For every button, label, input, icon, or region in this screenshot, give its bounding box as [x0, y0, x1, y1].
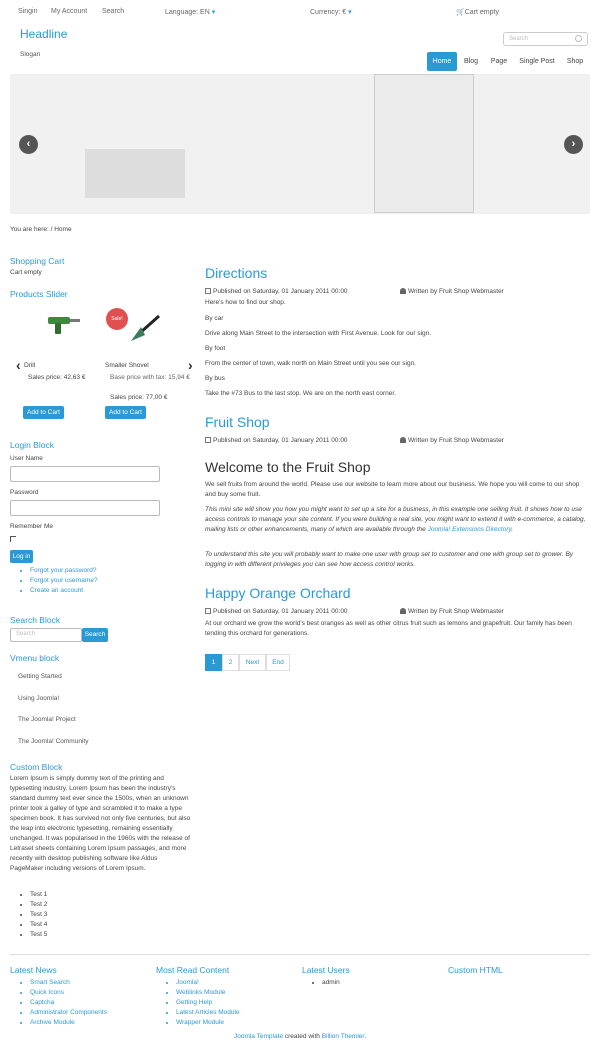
list-item[interactable]: • Archive Module: [30, 1018, 107, 1028]
article-date: Published on Saturday, 01 January 2011 00:00: [205, 437, 348, 444]
currency-dropdown[interactable]: Currency: € ▾: [310, 9, 352, 16]
calendar-icon: [205, 437, 211, 443]
article-text: Drive along Main Street to the intersection with First Avenue. Look for our sign.: [205, 330, 432, 337]
article-title-fruit-shop[interactable]: Fruit Shop: [205, 414, 270, 430]
user-icon: [400, 608, 406, 614]
shovel-image[interactable]: [125, 313, 167, 343]
list-item[interactable]: • Quick Icons: [30, 988, 107, 998]
drill-image[interactable]: [46, 313, 82, 335]
slider-next-button[interactable]: ›: [564, 135, 583, 154]
search-block-title: Search Block: [10, 615, 61, 625]
footer-credit: Joomla Template created with Billion Themler.: [233, 1033, 367, 1040]
signin-link[interactable]: Singin: [18, 8, 38, 15]
nav-blog[interactable]: Blog: [463, 58, 478, 65]
list-item[interactable]: • Weblinks Module: [176, 988, 240, 998]
list-item: • Test 3: [30, 910, 47, 920]
test-list: [10, 890, 47, 940]
list-item[interactable]: • Wrapper Module: [176, 1018, 240, 1028]
list-item[interactable]: • Administrator Components: [30, 1008, 107, 1018]
username-input[interactable]: [10, 466, 160, 482]
product-name-drill[interactable]: Drill: [24, 362, 36, 369]
article-text: To understand this site you will probably want to make one user with group set to customer and one with group set to grower. By logging in with different privileges you can see how access control works.: [205, 551, 574, 568]
list-item: • Test 2: [30, 900, 47, 910]
list-item[interactable]: • Smart Search: [30, 978, 107, 988]
sidebar-search-button[interactable]: Search: [82, 628, 108, 642]
joomla-template-link[interactable]: Joomla Template: [233, 1033, 284, 1040]
vmenu-item[interactable]: Getting Started: [18, 673, 62, 680]
slide-image: [85, 149, 185, 198]
site-headline[interactable]: Headline: [20, 27, 68, 41]
password-input[interactable]: [10, 500, 160, 516]
article-text: By car: [205, 315, 224, 322]
login-links: [10, 566, 98, 596]
add-to-cart-button[interactable]: Add to Cart: [23, 406, 64, 419]
footer-divider: [10, 954, 590, 955]
image-slider: [10, 74, 590, 214]
article-title-orchard[interactable]: Happy Orange Orchard: [205, 585, 351, 601]
list-item: • Test 1: [30, 890, 47, 900]
login-button[interactable]: Log in: [10, 550, 33, 563]
most-read-list: [156, 978, 240, 1028]
list-item: • admin: [322, 978, 340, 988]
slide-frame: [374, 74, 474, 213]
cart-status: Cart empty: [10, 269, 42, 276]
login-block-title: Login Block: [10, 440, 54, 450]
vmenu-title: Vmenu block: [10, 653, 60, 663]
latest-news-list: [10, 978, 107, 1028]
article-text: Take the #73 Bus to the last stop. We are on the north east corner.: [205, 390, 397, 397]
page-2-button[interactable]: 2: [222, 654, 239, 671]
cart-icon: 🛒: [456, 9, 465, 16]
products-next-arrow[interactable]: ›: [188, 357, 193, 373]
article-author: Written by Fruit Shop Webmaster: [400, 437, 504, 444]
article-text: At our orchard we grow the world's best oranges as well as other citrus fruit such as lemons and grapefruit. Our family has been tending this orchard for generations.: [205, 620, 572, 637]
article-title-directions[interactable]: Directions: [205, 265, 268, 281]
list-item: • Test 4: [30, 920, 47, 930]
article-date: Published on Saturday, 01 January 2011 00:00: [205, 288, 348, 295]
product-base-price-shovel: Base price with tax: 15,94 €: [110, 374, 190, 381]
custom-block-title: Custom Block: [10, 762, 63, 772]
forgot-password-link[interactable]: • Forgot your password?: [30, 566, 98, 576]
list-item[interactable]: • Captcha: [30, 998, 107, 1008]
products-slider-title: Products Slider: [10, 289, 68, 299]
my-account-link[interactable]: My Account: [51, 8, 88, 15]
list-item[interactable]: • Latest Articles Module: [176, 1008, 240, 1018]
article-text: We sell fruits from around the world. Please use our website to learn more about our business. We hope you will come to our shop and buy some fruit.: [205, 481, 580, 498]
slider-prev-button[interactable]: ‹: [19, 135, 38, 154]
custom-block-text: Lorem Ipsum is simply dummy text of the printing and typesetting industry. Lorem Ipsum has been the industry's standard dummy text ever since the 1500s, when an unknown printer took a galley of type and scrambled it to make a type specimen book. It has survived not only five centuries, but also the leap into electronic typesetting, remaining essentially unchanged. It was popularised in the 1960s with the release of Letraset sheets containing Lorem Ipsum passages, and more recently with desktop publishing software like Aldus PageMaker including versions of Lorem Ipsum.: [10, 775, 191, 872]
page-1-button[interactable]: 1: [205, 654, 222, 671]
product-price-shovel: Sales price: 77,00 €: [110, 394, 168, 401]
latest-users-title: Latest Users: [302, 965, 350, 975]
user-icon: [400, 437, 406, 443]
shopping-cart-title: Shopping Cart: [10, 256, 65, 266]
list-item[interactable]: • Joomla!: [176, 978, 240, 988]
article-text: This mini site will show you how you might want to set up a site for a business, in this example one selling fruit. It shows how to use access controls to manage your site content. If you were building a real site, you might want to extend it with e-commerce, a catalog, mailing lists or other enhancements, many of which are available through the Joomla! Extensions Directory.: [205, 506, 586, 533]
product-name-shovel[interactable]: Smaller Shovel: [105, 362, 149, 369]
nav-home[interactable]: Home: [427, 52, 457, 71]
breadcrumb: You are here: / Home: [10, 226, 72, 233]
billion-themler-link[interactable]: Billion Themler: [321, 1033, 365, 1040]
latest-news-title: Latest News: [10, 965, 57, 975]
extensions-directory-link[interactable]: Joomla! Extensions Directory: [427, 526, 512, 533]
calendar-icon: [205, 288, 211, 294]
article-date: Published on Saturday, 01 January 2011 00:00: [205, 608, 348, 615]
search-icon: [575, 35, 582, 42]
custom-html-title: Custom HTML: [448, 965, 503, 975]
latest-users-list: [302, 978, 340, 988]
article-author: Written by Fruit Shop Webmaster: [400, 288, 504, 295]
article-text: Here's how to find our shop.: [205, 299, 286, 306]
language-dropdown[interactable]: Language: EN ▾: [165, 9, 216, 16]
product-price-drill: Sales price: 42,63 €: [28, 374, 86, 381]
list-item: • Test 5: [30, 930, 47, 940]
list-item[interactable]: • Getting Help: [176, 998, 240, 1008]
username-label: User Name: [10, 455, 43, 462]
nav-page[interactable]: Page: [490, 58, 508, 65]
vmenu-item[interactable]: The Joomla! Project: [18, 716, 76, 723]
header-search-input[interactable]: Search: [503, 32, 588, 46]
create-account-link[interactable]: • Create an account: [30, 586, 98, 596]
welcome-heading: Welcome to the Fruit Shop: [205, 459, 371, 475]
article-text: By bus: [205, 375, 225, 382]
vmenu-item[interactable]: The Joomla! Community: [18, 738, 89, 745]
breadcrumb-home[interactable]: Home: [54, 226, 72, 233]
search-link[interactable]: Search: [102, 8, 125, 15]
cart-link[interactable]: 🛒Cart empty: [456, 9, 499, 16]
remember-checkbox[interactable]: [10, 536, 16, 542]
article-text: By foot: [205, 345, 226, 352]
article-author: Written by Fruit Shop Webmaster: [400, 608, 504, 615]
nav-shop[interactable]: Shop: [566, 58, 584, 65]
remember-label: Remember Me: [10, 523, 53, 530]
add-to-cart-button[interactable]: Add to Cart: [105, 406, 146, 419]
next-page-button[interactable]: Next: [239, 654, 266, 671]
calendar-icon: [205, 608, 211, 614]
sidebar-search-input[interactable]: Search: [10, 628, 82, 642]
sale-badge: Sale!: [106, 308, 128, 330]
end-page-button[interactable]: End: [266, 654, 290, 671]
site-slogan: Slogan: [20, 51, 41, 58]
vmenu-item[interactable]: Using Joomla!: [18, 695, 60, 702]
user-icon: [400, 288, 406, 294]
article-text: From the center of town, walk north on Main Street until you see our sign.: [205, 360, 416, 367]
password-label: Password: [10, 489, 39, 496]
most-read-title: Most Read Content: [156, 965, 230, 975]
forgot-username-link[interactable]: • Forgot your username?: [30, 576, 98, 586]
nav-single-post[interactable]: Single Post: [519, 58, 555, 65]
products-prev-arrow[interactable]: ‹: [16, 357, 21, 373]
